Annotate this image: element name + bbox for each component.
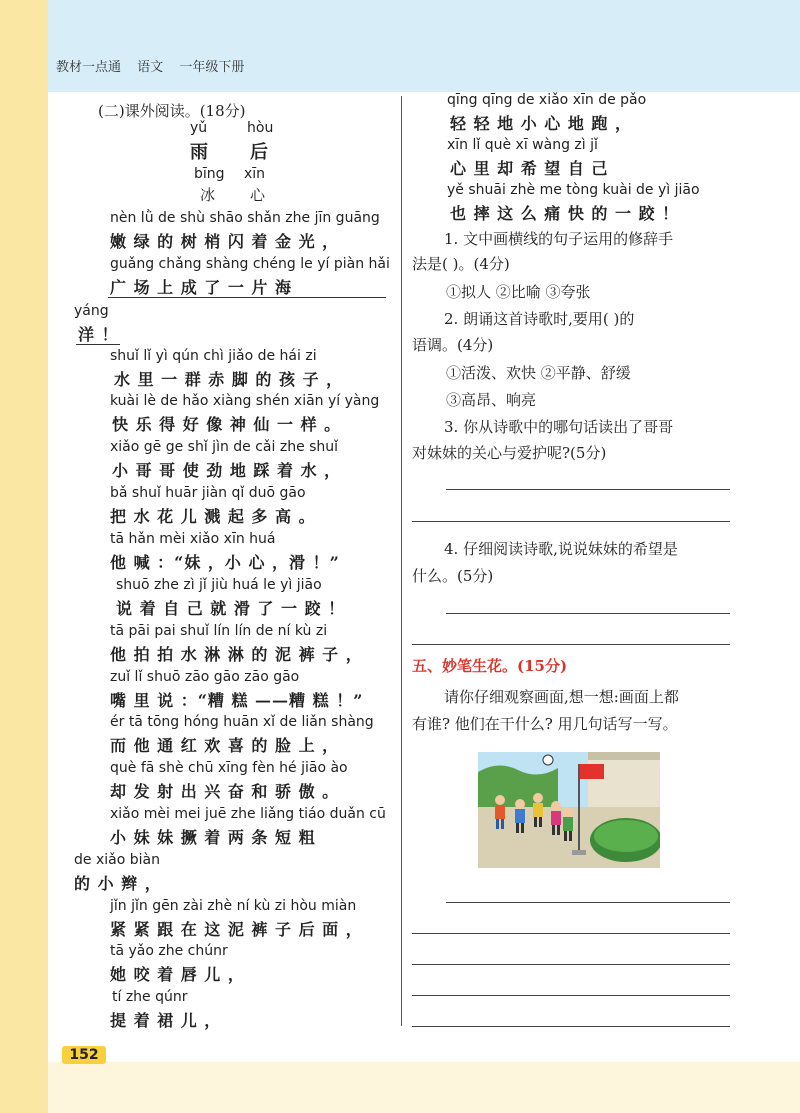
- section-5-prompt-1: 请你仔细观察画面,想一想:画面上都: [444, 688, 679, 706]
- poem-title-2: 后: [250, 142, 268, 163]
- answer-line[interactable]: [446, 489, 730, 490]
- page-number: 152: [62, 1046, 106, 1064]
- line-text: 他 拍 拍 水 淋 淋 的 泥 裤 子 ，: [110, 645, 363, 664]
- answer-line[interactable]: [412, 521, 730, 522]
- author-1: 冰: [200, 186, 216, 204]
- question-2: 2. 朗诵这首诗歌时,要用( )的: [444, 310, 635, 328]
- line-text: 说 着 自 己 就 滑 了 一 跤 ！: [116, 599, 346, 618]
- answer-line[interactable]: [412, 964, 730, 965]
- title-pinyin-1: yǔ: [190, 120, 208, 136]
- line-pinyin: yě shuāi zhè me tòng kuài de yì jiāo: [447, 182, 700, 198]
- line-pinyin: tí zhe qúnr: [112, 989, 188, 1005]
- question-3: 3. 你从诗歌中的哪句话读出了哥哥: [444, 418, 674, 436]
- side-band: [0, 0, 48, 1113]
- line-text: 却 发 射 出 兴 奋 和 骄 傲 。: [110, 782, 340, 801]
- answer-line[interactable]: [412, 1026, 730, 1027]
- question-1: 1. 文中画横线的句子运用的修辞手: [444, 230, 674, 248]
- line-pinyin: tā pāi pai shuǐ lín lín de ní kù zi: [110, 623, 328, 639]
- line-pinyin: xiǎo mèi mei juē zhe liǎng tiáo duǎn cū: [110, 806, 386, 822]
- answer-line[interactable]: [446, 613, 730, 614]
- section-5-title: 五、妙笔生花。(15分): [412, 657, 568, 675]
- top-band: [0, 0, 800, 92]
- line-text: 紧 紧 跟 在 这 泥 裤 子 后 面 ，: [110, 920, 363, 939]
- line-text: 把 水 花 儿 溅 起 多 高 。: [110, 507, 316, 526]
- author-2: 心: [250, 186, 266, 204]
- section-title: (二)课外阅读。(18分): [98, 102, 246, 120]
- line-text: 广 场 上 成 了 一 片 海: [110, 278, 292, 297]
- line-pinyin: qīng qīng de xiǎo xīn de pǎo: [447, 92, 647, 108]
- question-2-cont: 语调。(4分): [412, 336, 494, 354]
- section-5-prompt-2: 有谁? 他们在干什么? 用几句话写一写。: [412, 715, 678, 733]
- underline-2: [76, 344, 120, 345]
- line-text: 心 里 却 希 望 自 己: [450, 159, 609, 178]
- question-3-cont: 对妹妹的关心与爱护呢?(5分): [412, 444, 607, 462]
- line-pinyin: tā hǎn mèi xiǎo xīn huá: [110, 531, 276, 547]
- line-text: 快 乐 得 好 像 神 仙 一 样 。: [112, 415, 342, 434]
- line-text: 轻 轻 地 小 心 地 跑 ，: [450, 114, 632, 133]
- line-pinyin: shuǐ lǐ yì qún chì jiǎo de hái zi: [110, 348, 317, 364]
- line-pinyin: de xiǎo biàn: [74, 852, 160, 868]
- line-pinyin: guǎng chǎng shàng chéng le yí piàn hǎi: [110, 256, 390, 272]
- header-grade: 一年级下册: [179, 60, 245, 75]
- line-text: 水 里 一 群 赤 脚 的 孩 子 ，: [114, 370, 344, 389]
- line-pinyin: nèn lǜ de shù shāo shǎn zhe jīn guāng: [110, 210, 380, 226]
- line-pinyin: bǎ shuǐ huār jiàn qǐ duō gāo: [110, 485, 306, 501]
- line-pinyin: què fā shè chū xīng fèn hé jiāo ào: [110, 760, 348, 776]
- line-text: 的 小 辫 ，: [74, 874, 162, 893]
- line-pinyin: shuō zhe zì jǐ jiù huá le yì jiāo: [116, 577, 322, 593]
- line-pinyin: zuǐ lǐ shuō zāo gāo zāo gāo: [110, 669, 300, 685]
- line-pinyin: ér tā tōng hóng huān xǐ de liǎn shàng: [110, 714, 374, 730]
- line-text: 嫩 绿 的 树 梢 闪 着 金 光 ，: [110, 232, 340, 251]
- answer-line[interactable]: [412, 995, 730, 996]
- poem-title-1: 雨: [190, 142, 208, 163]
- question-2-options: ①活泼、欢快 ②平静、舒缓: [446, 364, 631, 382]
- header-book: 教材一点通: [56, 60, 122, 75]
- author-pinyin-1: bīng: [194, 166, 225, 182]
- line-text: 洋 ！: [78, 325, 119, 344]
- line-pinyin: jǐn jǐn gēn zài zhè ní kù zi hòu miàn: [110, 898, 357, 914]
- title-pinyin-2: hòu: [247, 120, 274, 136]
- bottom-band: [48, 1062, 800, 1113]
- line-text: 小 妹 妹 撅 着 两 条 短 粗: [110, 828, 316, 847]
- line-text: 他 喊 ：“妹 ，小 心 ，滑 ！”: [110, 553, 340, 572]
- author-pinyin-2: xīn: [244, 166, 266, 182]
- question-4: 4. 仔细阅读诗歌,说说妹妹的希望是: [444, 540, 678, 558]
- line-text: 她 咬 着 唇 儿 ，: [110, 965, 245, 984]
- line-pinyin: xiǎo gē ge shǐ jìn de cǎi zhe shuǐ: [110, 439, 339, 455]
- line-text: 嘴 里 说 ：“糟 糕 ——糟 糕 ！”: [110, 691, 364, 710]
- line-pinyin: xīn lǐ què xī wàng zì jǐ: [447, 137, 598, 153]
- header-subject: 语文: [137, 60, 164, 75]
- running-header: [56, 56, 256, 75]
- line-pinyin: kuài lè de hǎo xiàng shén xiān yí yàng: [110, 393, 380, 409]
- question-2-options-2: ③高昂、响亮: [446, 391, 537, 409]
- answer-line[interactable]: [412, 933, 730, 934]
- answer-line[interactable]: [446, 902, 730, 903]
- column-divider: [401, 96, 402, 1026]
- line-text: 小 哥 哥 使 劲 地 踩 着 水 ，: [112, 461, 342, 480]
- question-1-options: ①拟人 ②比喻 ③夸张: [446, 283, 591, 301]
- answer-line[interactable]: [412, 644, 730, 645]
- line-text: 也 摔 这 么 痛 快 的 一 跤 ！: [450, 204, 680, 223]
- underline-1: [108, 297, 386, 298]
- line-pinyin: tā yǎo zhe chúnr: [110, 943, 228, 959]
- line-text: 提 着 裙 儿 ，: [110, 1011, 222, 1030]
- line-pinyin: yáng: [74, 303, 109, 319]
- question-1-cont: 法是( )。(4分): [412, 255, 510, 273]
- children-playing-flag-picture: [478, 752, 660, 868]
- line-text: 而 他 通 红 欢 喜 的 脸 上 ，: [110, 736, 340, 755]
- question-4-cont: 什么。(5分): [412, 567, 494, 585]
